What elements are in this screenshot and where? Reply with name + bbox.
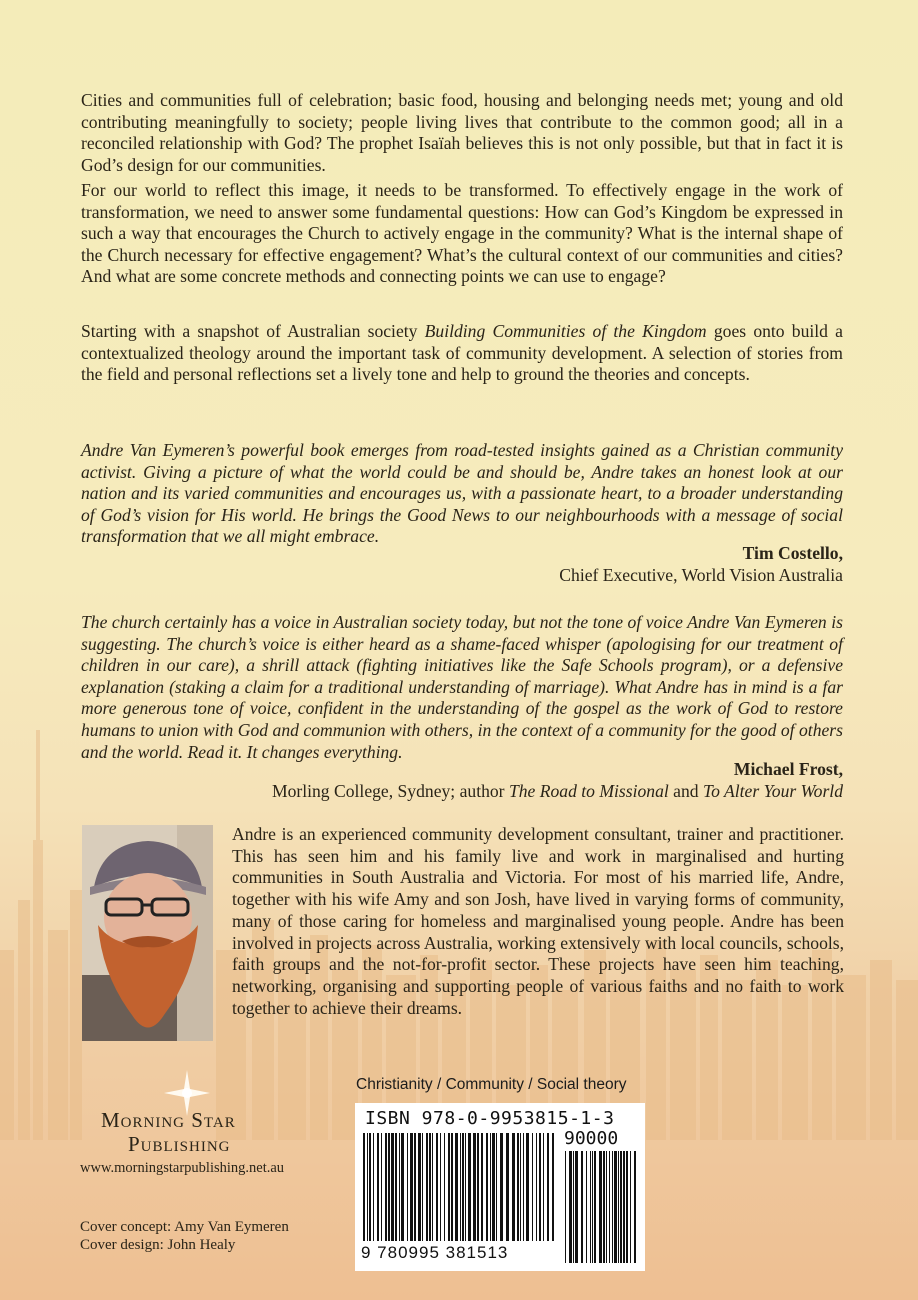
book-title-1: The Road to Missional — [508, 781, 669, 801]
blurb-text-3 — [81, 321, 843, 386]
endorsement-quote-2: The church certainly has a voice in Australian society today, but not the tone of voice Andre Van Eymeren is suggesting. The church’s voice is either heard as a shame-faced whisper (apologising for our treatment of children in our care), a shrill attack (fighting initiatives like the Safe Schools program), or a defensive explanation (staking a claim for a traditional understanding of marriage). What Andre has in mind is a far more generous tone of voice, confident in the understanding of the gospel as the work of God to restore humans to union with God and communion with others, in the context of a community for the good of others and the world. Read it. It changes everything. — [81, 612, 843, 762]
blurb-text-1: Cities and communities full of celebration; basic food, housing and belonging needs met; young and old contributing meaningfully to society; people living lives that contribute to the common good; all in a reconciled relationship with God? The prophet Isaïah believes this is not only possible, but that in fact it is God’s design for our communities. — [81, 90, 843, 175]
cover-design-credit: Cover design: John Healy — [80, 1237, 236, 1253]
blurb-paragraph-3 — [81, 321, 843, 386]
blurb-text-2: For our world to reflect this image, it needs to be transformed. To effectively engage in the work of transformation, we need to answer some fundamental questions: How can God’s Kingdom be expressed in such a way that encourages the Church to actively engage in the community? What is the internal shape of the Church necessary for effective engagement? What’s the cultural context of our communities and cities? And what are some concrete methods and connecting points we can use to engage? — [81, 180, 843, 287]
cover-concept-credit: Cover concept: Amy Van Eymeren — [80, 1219, 289, 1235]
book-title: Building Communities of the Kingdom — [424, 321, 707, 341]
isbn-barcode — [355, 1103, 645, 1271]
endorsement-2 — [81, 612, 843, 763]
blurb3-after: goes onto build a contextualized theology around the important task of community development. A selection of stories from the field and personal reflections set a lively tone and help to ground the theories and concepts. — [81, 321, 843, 385]
isbn-digits: 9 780995 381513 — [361, 1243, 509, 1262]
endorser-name-2: Michael Frost, — [733, 759, 843, 779]
role-mid: and — [668, 781, 703, 801]
endorsement-attribution-1 — [559, 542, 843, 586]
publisher-name — [80, 1108, 330, 1156]
publisher-name-line-1: Morning Star — [101, 1108, 236, 1132]
blurb-paragraph-2 — [81, 180, 843, 288]
endorsement-1 — [81, 440, 843, 548]
publisher-name-line-2: Publishing — [128, 1132, 231, 1156]
subject-categories: Christianity / Community / Social theory — [356, 1076, 627, 1093]
author-bio-text: Andre is an experienced community development consultant, trainer and practitioner. This has seen him and his family live and work in marginalised and hurting communities in South Australia and Victoria. For most of his married life, Andre, together with his wife Amy and son Josh, have lived in varying forms of community, many of those caring for homeless and marginalised young people. Andre has been involved in projects across Australia, working extensively with local councils, schools, faith groups and the not-for-profit sector. These projects have seen him teaching, networking, organising and supporting people of various faiths and no faith to work together to achieve their dreams. — [232, 824, 844, 1018]
publisher-logo — [80, 1108, 330, 1177]
author-bio — [232, 824, 844, 1019]
book-title-2: To Alter Your World — [702, 781, 843, 801]
endorsement-quote-1: Andre Van Eymeren’s powerful book emerges from road-tested insights gained as a Christian community activist. Giving a picture of what the world could be and should be, Andre takes an honest look at our nation and its varied communities and encourages us, with a passionate heart, to a broader understanding of God’s vision for His world. He brings the Good News to our neighbourhoods with a message of social transformation that we all might embrace. — [81, 440, 843, 547]
publisher-url: www.morningstarpublishing.net.au — [80, 1160, 285, 1176]
blurb3-before: Starting with a snapshot of Australian society — [81, 321, 425, 341]
endorser-role-1: Chief Executive, World Vision Australia — [559, 565, 843, 585]
endorser-name-1: Tim Costello, — [742, 543, 843, 563]
isbn-label: ISBN 978-0-9953815-1-3 — [365, 1108, 615, 1129]
blurb-paragraph-1 — [81, 90, 843, 176]
endorser-role-2 — [272, 780, 843, 802]
role-prefix: Morling College, Sydney; author — [271, 781, 509, 801]
isbn-addon: 90000 — [564, 1128, 619, 1149]
cover-credits — [80, 1218, 289, 1254]
author-photo — [82, 825, 213, 1041]
endorsement-attribution-2 — [272, 758, 843, 802]
